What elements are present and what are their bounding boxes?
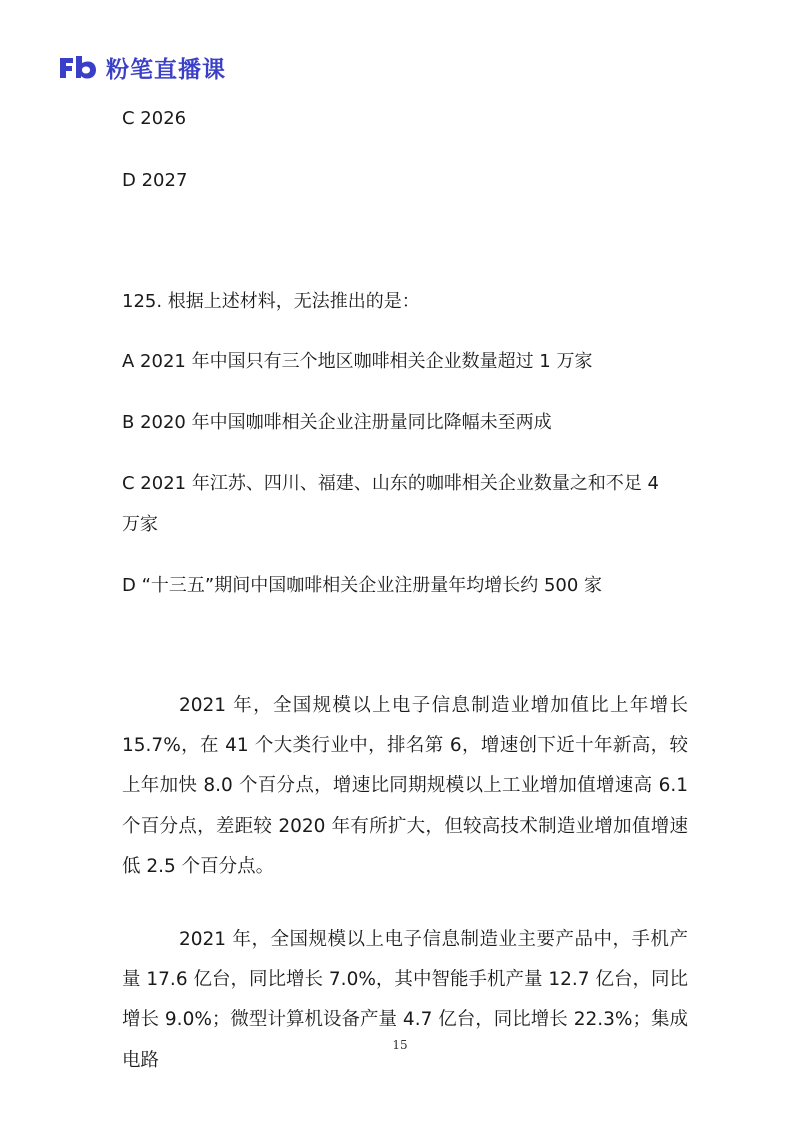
option-d-prev: D 2027 <box>122 170 188 191</box>
option-c-line1: C 2021 年江苏、四川、福建、山东的咖啡相关企业数量之和不足 4 <box>122 473 659 494</box>
material-paragraph-2: 2021 年，全国规模以上电子信息制造业主要产品中，手机产量 17.6 亿台，同比增长 7.0%，其中智能手机产量 12.7 亿台，同比增长 9.0%；微型计算机设备产量 4.7 亿台，同比增长 22.3%；集成电路 <box>122 929 688 1071</box>
fenbi-logo-icon <box>58 54 98 82</box>
option-b: B 2020 年中国咖啡相关企业注册量同比降幅未至两成 <box>122 412 552 433</box>
option-d: D “十三五”期间中国咖啡相关企业注册量年均增长约 500 家 <box>122 575 603 596</box>
material-paragraph-1: 2021 年，全国规模以上电子信息制造业增加值比上年增长 15.7%，在 41 个大类行业中，排名第 6，增速创下近十年新高，较上年加快 8.0 个百分点，增速比同期规模以上工业增加值增速高 6.1 个百分点，差距较 2020 年有所扩大，但较高技术制造业增加值增速低 2.5 个百分点。 <box>122 695 688 877</box>
page-number: 15 <box>392 1038 408 1052</box>
option-c-prev: C 2026 <box>122 108 187 129</box>
option-a: A 2021 年中国只有三个地区咖啡相关企业数量超过 1 万家 <box>122 351 593 372</box>
question-stem: 125. 根据上述材料，无法推出的是： <box>122 291 420 312</box>
brand-logo <box>58 51 226 84</box>
brand-name: 粉笔直播课 <box>106 57 226 83</box>
option-c-line2: 万家 <box>122 514 158 535</box>
